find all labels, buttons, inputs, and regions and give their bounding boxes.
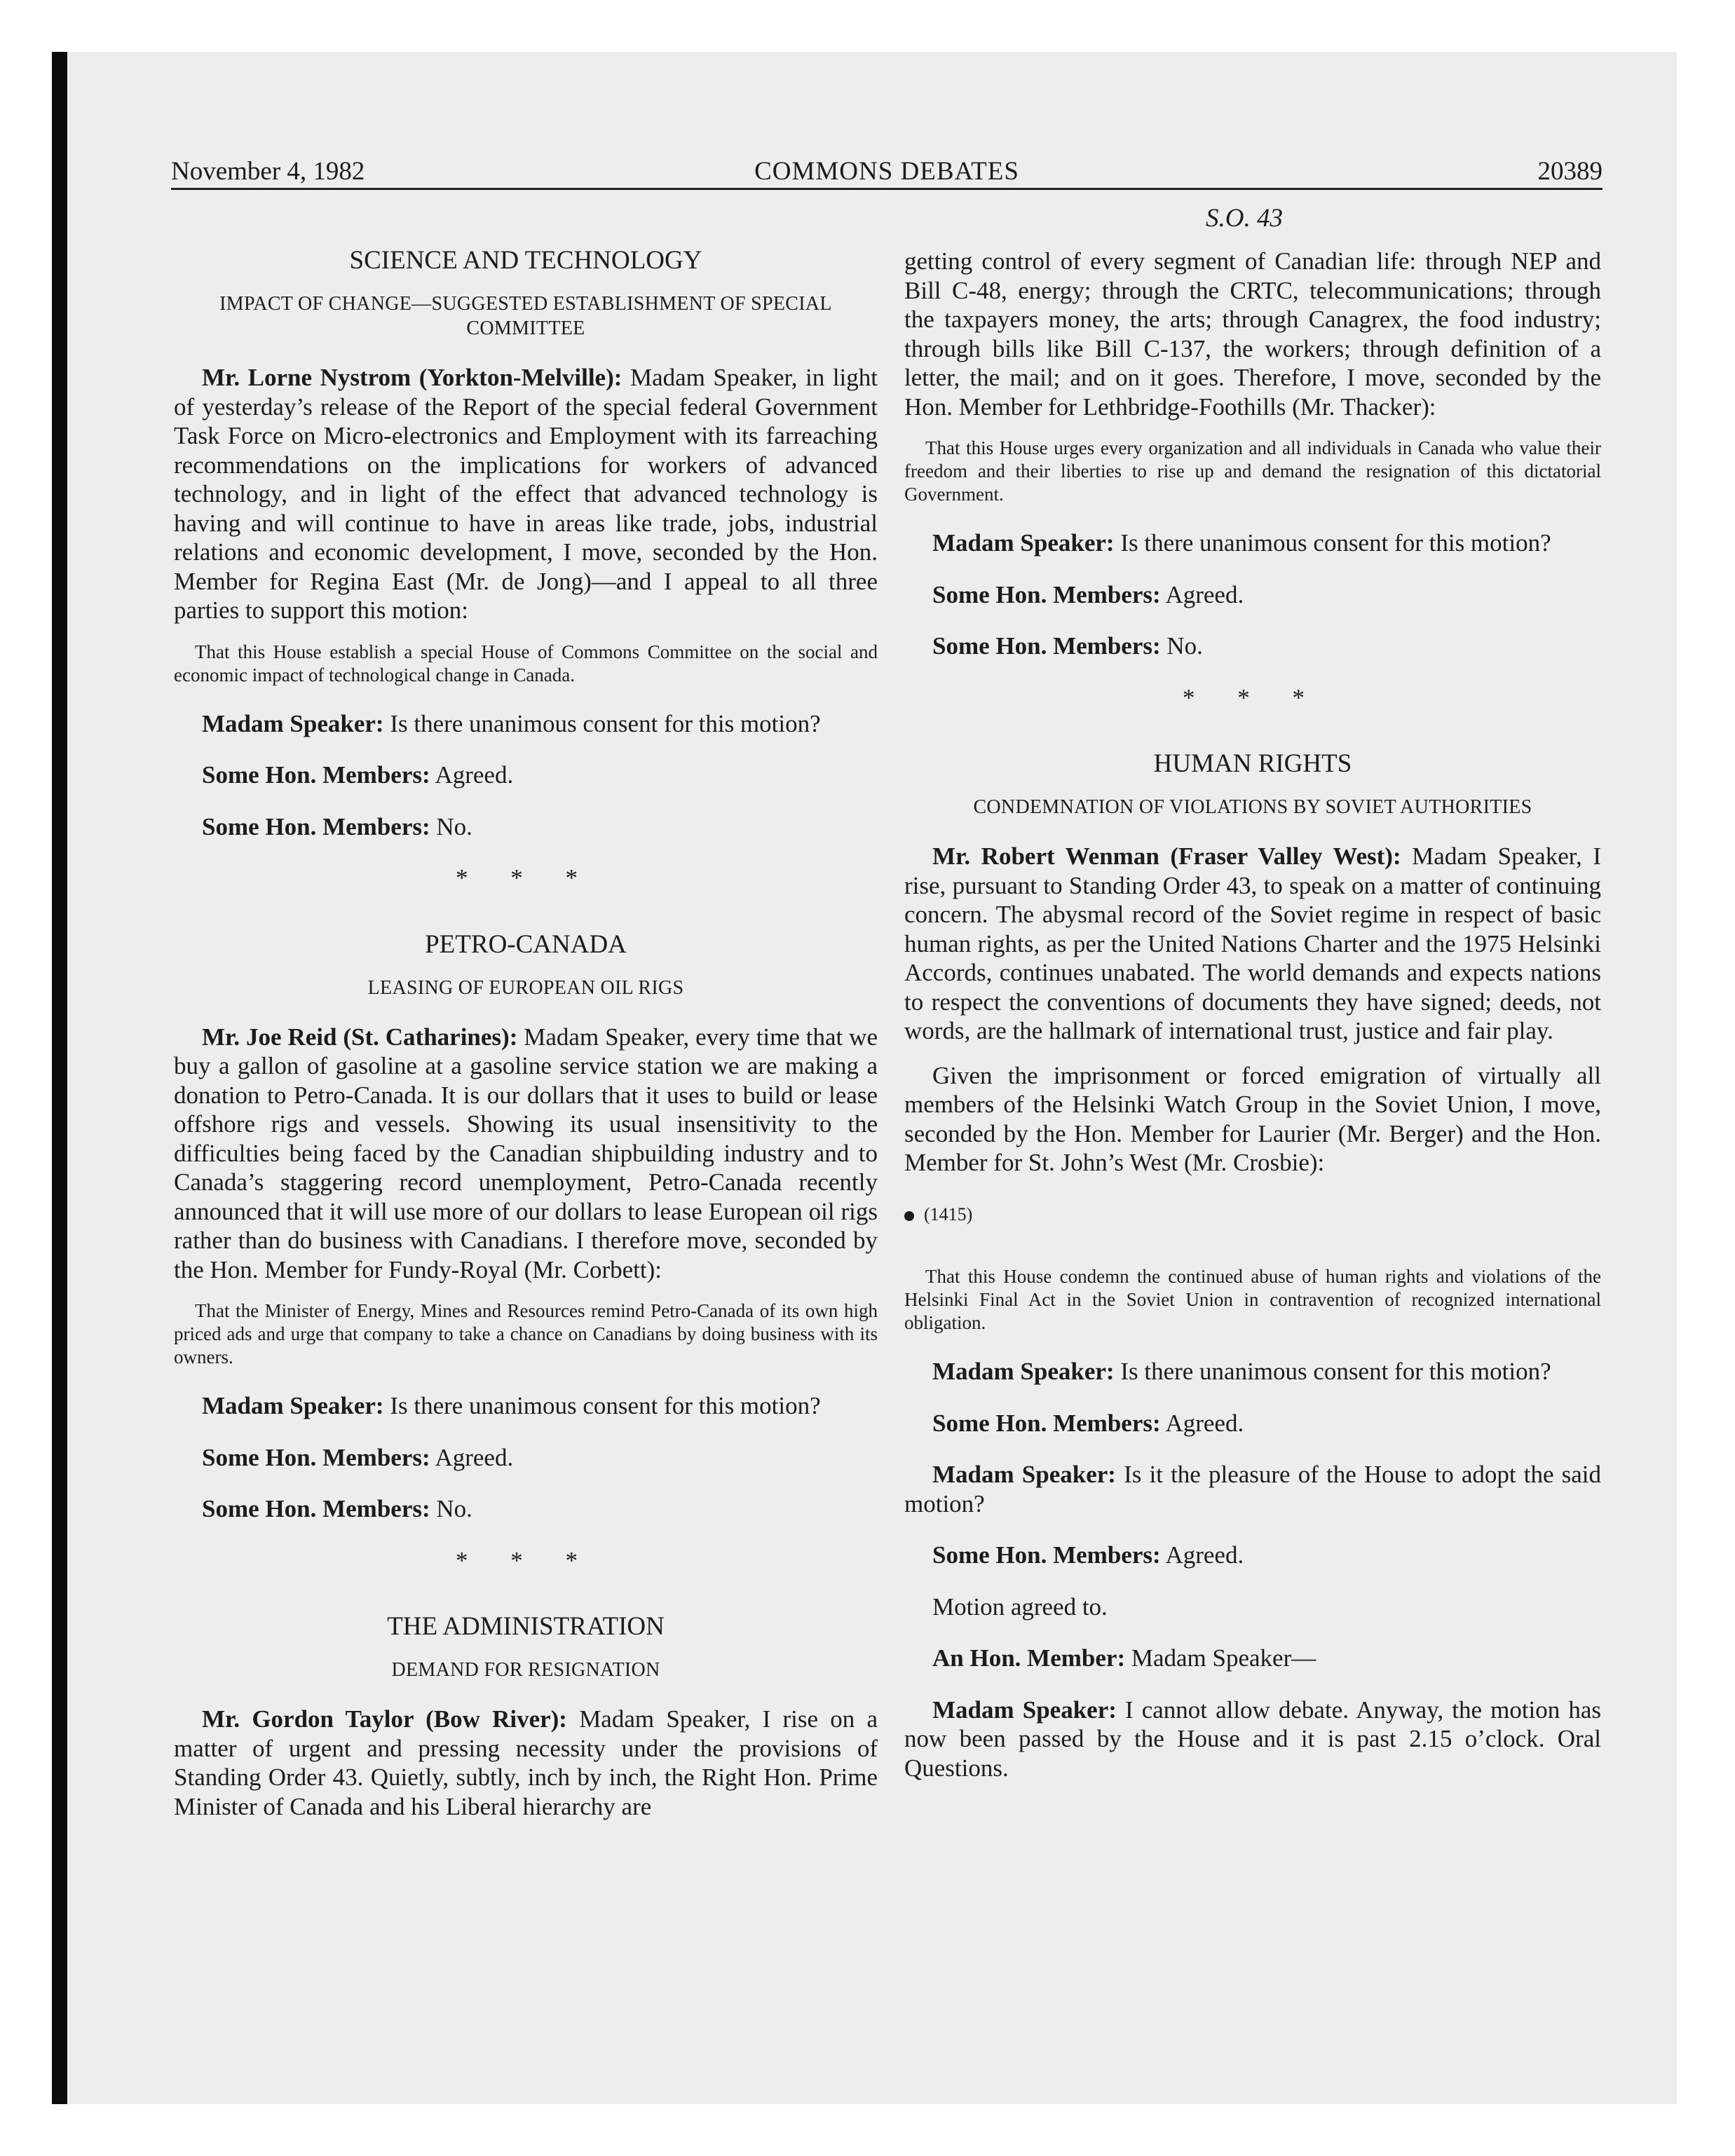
speech <box>904 580 1601 610</box>
section-subheading: IMPACT OF CHANGE—SUGGESTED ESTABLISHMENT OF SPECIAL COMMITTEE <box>219 293 832 339</box>
section-separator: * * * <box>1183 683 1323 711</box>
section-separator: * * * <box>456 1546 596 1574</box>
section-subheading: DEMAND FOR RESIGNATION <box>391 1659 660 1681</box>
speaker-name: Madam Speaker: <box>932 1358 1115 1385</box>
motion-text: That the Minister of Energy, Mines and Resources remind Petro-Canada of its own high priced ads and urge that company to take a chance on Canadians by doing business with its owners. <box>174 1300 878 1367</box>
speech-text: Is there unanimous consent for this motion? <box>1114 529 1551 557</box>
speech-text: Madam Speaker, in light of yesterday’s release of the Report of the special federal Government Task Force on Micro-electronics and Employment with its farreaching recommendations on the implications for workers of advanced technology, and in light of the effect that advanced technology is having and will continue to have in areas like trade, jobs, industrial relations and economic development, I move, seconded by the Hon. Member for Regina East (Mr. de Jong)—and I appeal to all three parties to support this motion: <box>174 364 878 624</box>
right-column <box>904 247 1601 1782</box>
speech-text: Agreed. <box>1160 1541 1244 1569</box>
speech-text: No. <box>430 812 472 840</box>
section-heading: THE ADMINISTRATION <box>387 1612 665 1641</box>
speech-text: Is there unanimous consent for this motion? <box>383 709 821 737</box>
page-number: 20389 <box>1537 157 1603 186</box>
speaker-name: An Hon. Member: <box>932 1644 1126 1672</box>
left-column <box>174 245 878 1821</box>
speaker-name: Some Hon. Members: <box>932 632 1161 660</box>
speech-text: Madam Speaker, I rise, pursuant to Standing Order 43, to speak on a matter of continuing concern. The abysmal record of the Soviet regime in respect of basic human rights, as per the United Nations Charter and the 1975 Helsinki Accords, continues unabated. The world demands and expects nations to respect the conventions of documents they have signed; deeds, not words, are the hallmark of international trust, justice and fair play. <box>904 842 1601 1044</box>
motion-text: That this House establish a special House of Commons Committee on the social and economic impact of technological change in Canada. <box>174 641 878 685</box>
speech-text: Madam Speaker, I rise on a matter of urgent and pressing necessity under the provisions of Standing Order 43. Quietly, subtly, inch by inch, the Right Hon. Prime Minister of Canada and his Liberal hierarchy are <box>174 1705 878 1820</box>
speaker-name: Mr. Lorne Nystrom (Yorkton-Melville): <box>202 364 622 391</box>
speech-continued: getting control of every segment of Canadian life: through NEP and Bill C-48, energy; through the CRTC, telecommunications; through the taxpayers money, the arts; through Canagrex, the food industry; through bills like Bill C-137, the workers; through definition of a letter, the mail; and on it goes. Therefore, I move, seconded by the Hon. Member for Lethbridge-Foothills (Mr. Thacker): <box>904 247 1601 421</box>
section-separator: * * * <box>456 864 596 892</box>
speech <box>174 709 878 739</box>
speech <box>904 842 1601 1046</box>
motion-result: Motion agreed to. <box>932 1592 1108 1621</box>
scan-edge <box>52 52 67 2104</box>
speaker-name: Madam Speaker: <box>932 1696 1117 1724</box>
speech <box>904 528 1601 558</box>
speaker-name: Madam Speaker: <box>932 529 1115 557</box>
speech-text: No. <box>430 1495 472 1522</box>
speech-text: Is there unanimous consent for this motion? <box>1114 1358 1551 1385</box>
speech <box>904 632 1601 661</box>
section-heading: HUMAN RIGHTS <box>1153 749 1352 778</box>
speaker-name: Some Hon. Members: <box>932 580 1161 608</box>
speaker-name: Madam Speaker: <box>932 1461 1116 1488</box>
page-date: November 4, 1982 <box>171 157 365 186</box>
section-subheading: CONDEMNATION OF VIOLATIONS BY SOVIET AUTHORITIES <box>973 796 1532 818</box>
speaker-name: Some Hon. Members: <box>202 812 430 840</box>
speech <box>904 1460 1601 1518</box>
speech-text: Is there unanimous consent for this motion? <box>383 1392 821 1419</box>
page-title: COMMONS DEBATES <box>754 157 1019 186</box>
time-marker <box>904 1200 1601 1229</box>
speech-text: Agreed. <box>1160 580 1244 608</box>
speaker-name: Some Hon. Members: <box>202 1495 430 1522</box>
speaker-name: Madam Speaker: <box>202 1392 384 1419</box>
speaker-name: Some Hon. Members: <box>932 1409 1161 1437</box>
speaker-name: Some Hon. Members: <box>202 761 430 789</box>
speech <box>174 1023 878 1285</box>
motion-text: That this House condemn the continued abuse of human rights and violations of the Helsinki Final Act in the Soviet Union in contravention of recognized international obligation. <box>904 1266 1601 1333</box>
speaker-name: Mr. Joe Reid (St. Catharines): <box>202 1023 518 1051</box>
speech-text: Agreed. <box>430 761 514 789</box>
section-heading: PETRO-CANADA <box>425 929 627 959</box>
motion-text: That this House urges every organization and all individuals in Canada who value their freedom and their liberties to rise up and demand the resignation of this dictatorial Government. <box>904 437 1601 505</box>
speech-text: Agreed. <box>1160 1409 1244 1437</box>
speaker-name: Madam Speaker: <box>202 709 384 737</box>
speech-text: Given the imprisonment or forced emigration of virtually all members of the Helsinki Watch Group in the Soviet Union, I move, seconded by the Hon. Member for Laurier (Mr. Berger) and the Hon. Member for St. John’s West (Mr. Crosbie): <box>904 1061 1601 1176</box>
speech <box>904 1696 1601 1783</box>
speech <box>904 1409 1601 1438</box>
speech <box>174 1443 878 1473</box>
speaker-name: Some Hon. Members: <box>202 1443 430 1471</box>
speech-text: Agreed. <box>430 1443 514 1471</box>
speech-text: No. <box>1160 632 1203 660</box>
speaker-name: Some Hon. Members: <box>932 1541 1161 1569</box>
speaker-name: Mr. Gordon Taylor (Bow River): <box>202 1705 567 1733</box>
time-marker-text: (1415) <box>924 1203 973 1224</box>
speech <box>174 812 878 842</box>
speech-text: Madam Speaker, every time that we buy a gallon of gasoline at a gasoline service station we are making a donation to Petro-Canada. It is our dollars that it uses to build or lease offshore rigs and vessels. Showing its usual insensitivity to the difficulties being faced by the Canadian shipbuilding industry and to Canada’s staggering record unemployment, Petro-Canada recently announced that it will use more of our dollars to lease European oil rigs rather than do business with Canadians. I therefore move, seconded by the Hon. Member for Fundy-Royal (Mr. Corbett): <box>174 1023 878 1283</box>
speech <box>904 1541 1601 1570</box>
bullet-icon <box>904 1211 914 1221</box>
speech <box>174 1705 878 1821</box>
standing-order-label: S.O. 43 <box>1206 204 1283 233</box>
speech-text: Madam Speaker— <box>1125 1644 1316 1672</box>
speech <box>174 1391 878 1421</box>
header-rule <box>171 188 1603 190</box>
speech <box>904 1644 1601 1673</box>
speech <box>904 1357 1601 1386</box>
speech <box>174 1494 878 1524</box>
speech <box>174 760 878 790</box>
speech-text: Is it the pleasure of the House to adopt the said motion? <box>904 1461 1601 1517</box>
section-heading: SCIENCE AND TECHNOLOGY <box>349 246 702 275</box>
speech-text: I cannot allow debate. Anyway, the motion has now been passed by the House and it is past 2.15 o’clock. Oral Questions. <box>904 1696 1601 1782</box>
section-subheading: LEASING OF EUROPEAN OIL RIGS <box>367 976 684 999</box>
speaker-name: Mr. Robert Wenman (Fraser Valley West): <box>932 842 1401 870</box>
speech <box>174 363 878 625</box>
